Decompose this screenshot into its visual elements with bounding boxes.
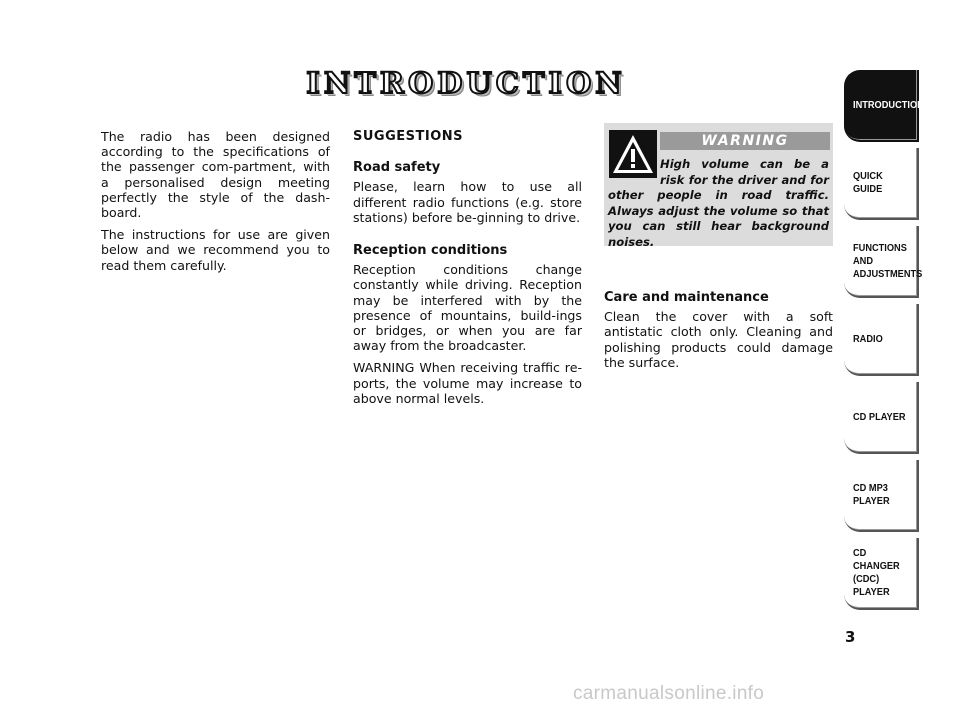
tab-functions-adjustments[interactable] (844, 226, 923, 298)
tab-label: QUICK GUIDE (853, 170, 883, 195)
tab-quick-guide[interactable] (844, 148, 919, 220)
tab-label: INTRODUCTION (853, 98, 924, 111)
tab-label: FUNCTIONS AND ADJUSTMENTS (853, 241, 923, 280)
watermark: carmanualsonline.info (573, 683, 765, 704)
road-safety-heading: Road safety (353, 160, 441, 176)
suggestions-column (353, 129, 582, 413)
reception-text: Reception conditions change constantly while driving. Reception may be interfered with by the presence of mountains, build-ings or bridges, or when you are far away from the broadcaster. (353, 262, 582, 354)
tab-label: CD MP3 PLAYER (853, 482, 890, 507)
section-tabs (844, 70, 924, 616)
warning-box (604, 123, 833, 249)
page-title (306, 66, 626, 100)
tab-radio[interactable] (844, 304, 919, 376)
reception-heading: Reception conditions (353, 243, 508, 259)
warning-label-band (660, 132, 830, 150)
intro-column (101, 129, 330, 280)
tab-label: CD CHANGER (CDC) PLAYER (853, 547, 900, 598)
page-title-text: INTRODUCTION (306, 66, 626, 100)
care-text: Clean the cover with a soft antistatic cloth only. Cleaning and polishing products could damage the surface. (604, 309, 833, 370)
road-safety-text: Please, learn how to use all different radio functions (e.g. store stations) before be-ginning to drive. (353, 179, 582, 225)
warning-text-block (608, 157, 829, 250)
page-number: 3 (845, 628, 856, 646)
tab-label: RADIO (853, 332, 883, 345)
tab-cd-mp3-player[interactable] (844, 460, 919, 532)
suggestions-heading: SUGGESTIONS (353, 129, 464, 144)
warning-label: WARNING (701, 133, 789, 149)
tab-cd-changer-player[interactable] (844, 538, 919, 610)
intro-paragraph-2: The instructions for use are given below and we recommend you to read them carefully. (101, 227, 330, 273)
traffic-warning-text: WARNING When receiving traffic re-ports, the volume may increase to above normal levels. (353, 360, 582, 406)
intro-paragraph-1: The radio has been designed according to the specifications of the passenger com-partment, with a personalised design meeting perfectly the style of the dash-board. (101, 129, 330, 221)
warning-text: High volume can be a risk for the driver and for other people in road traffic. Always adjust the volume so that you can still hear background noises. (608, 157, 829, 249)
tab-label: CD PLAYER (853, 410, 906, 423)
tab-introduction[interactable] (844, 70, 924, 142)
care-heading: Care and maintenance (604, 290, 769, 305)
care-column (604, 290, 833, 377)
tab-cd-player[interactable] (844, 382, 919, 454)
